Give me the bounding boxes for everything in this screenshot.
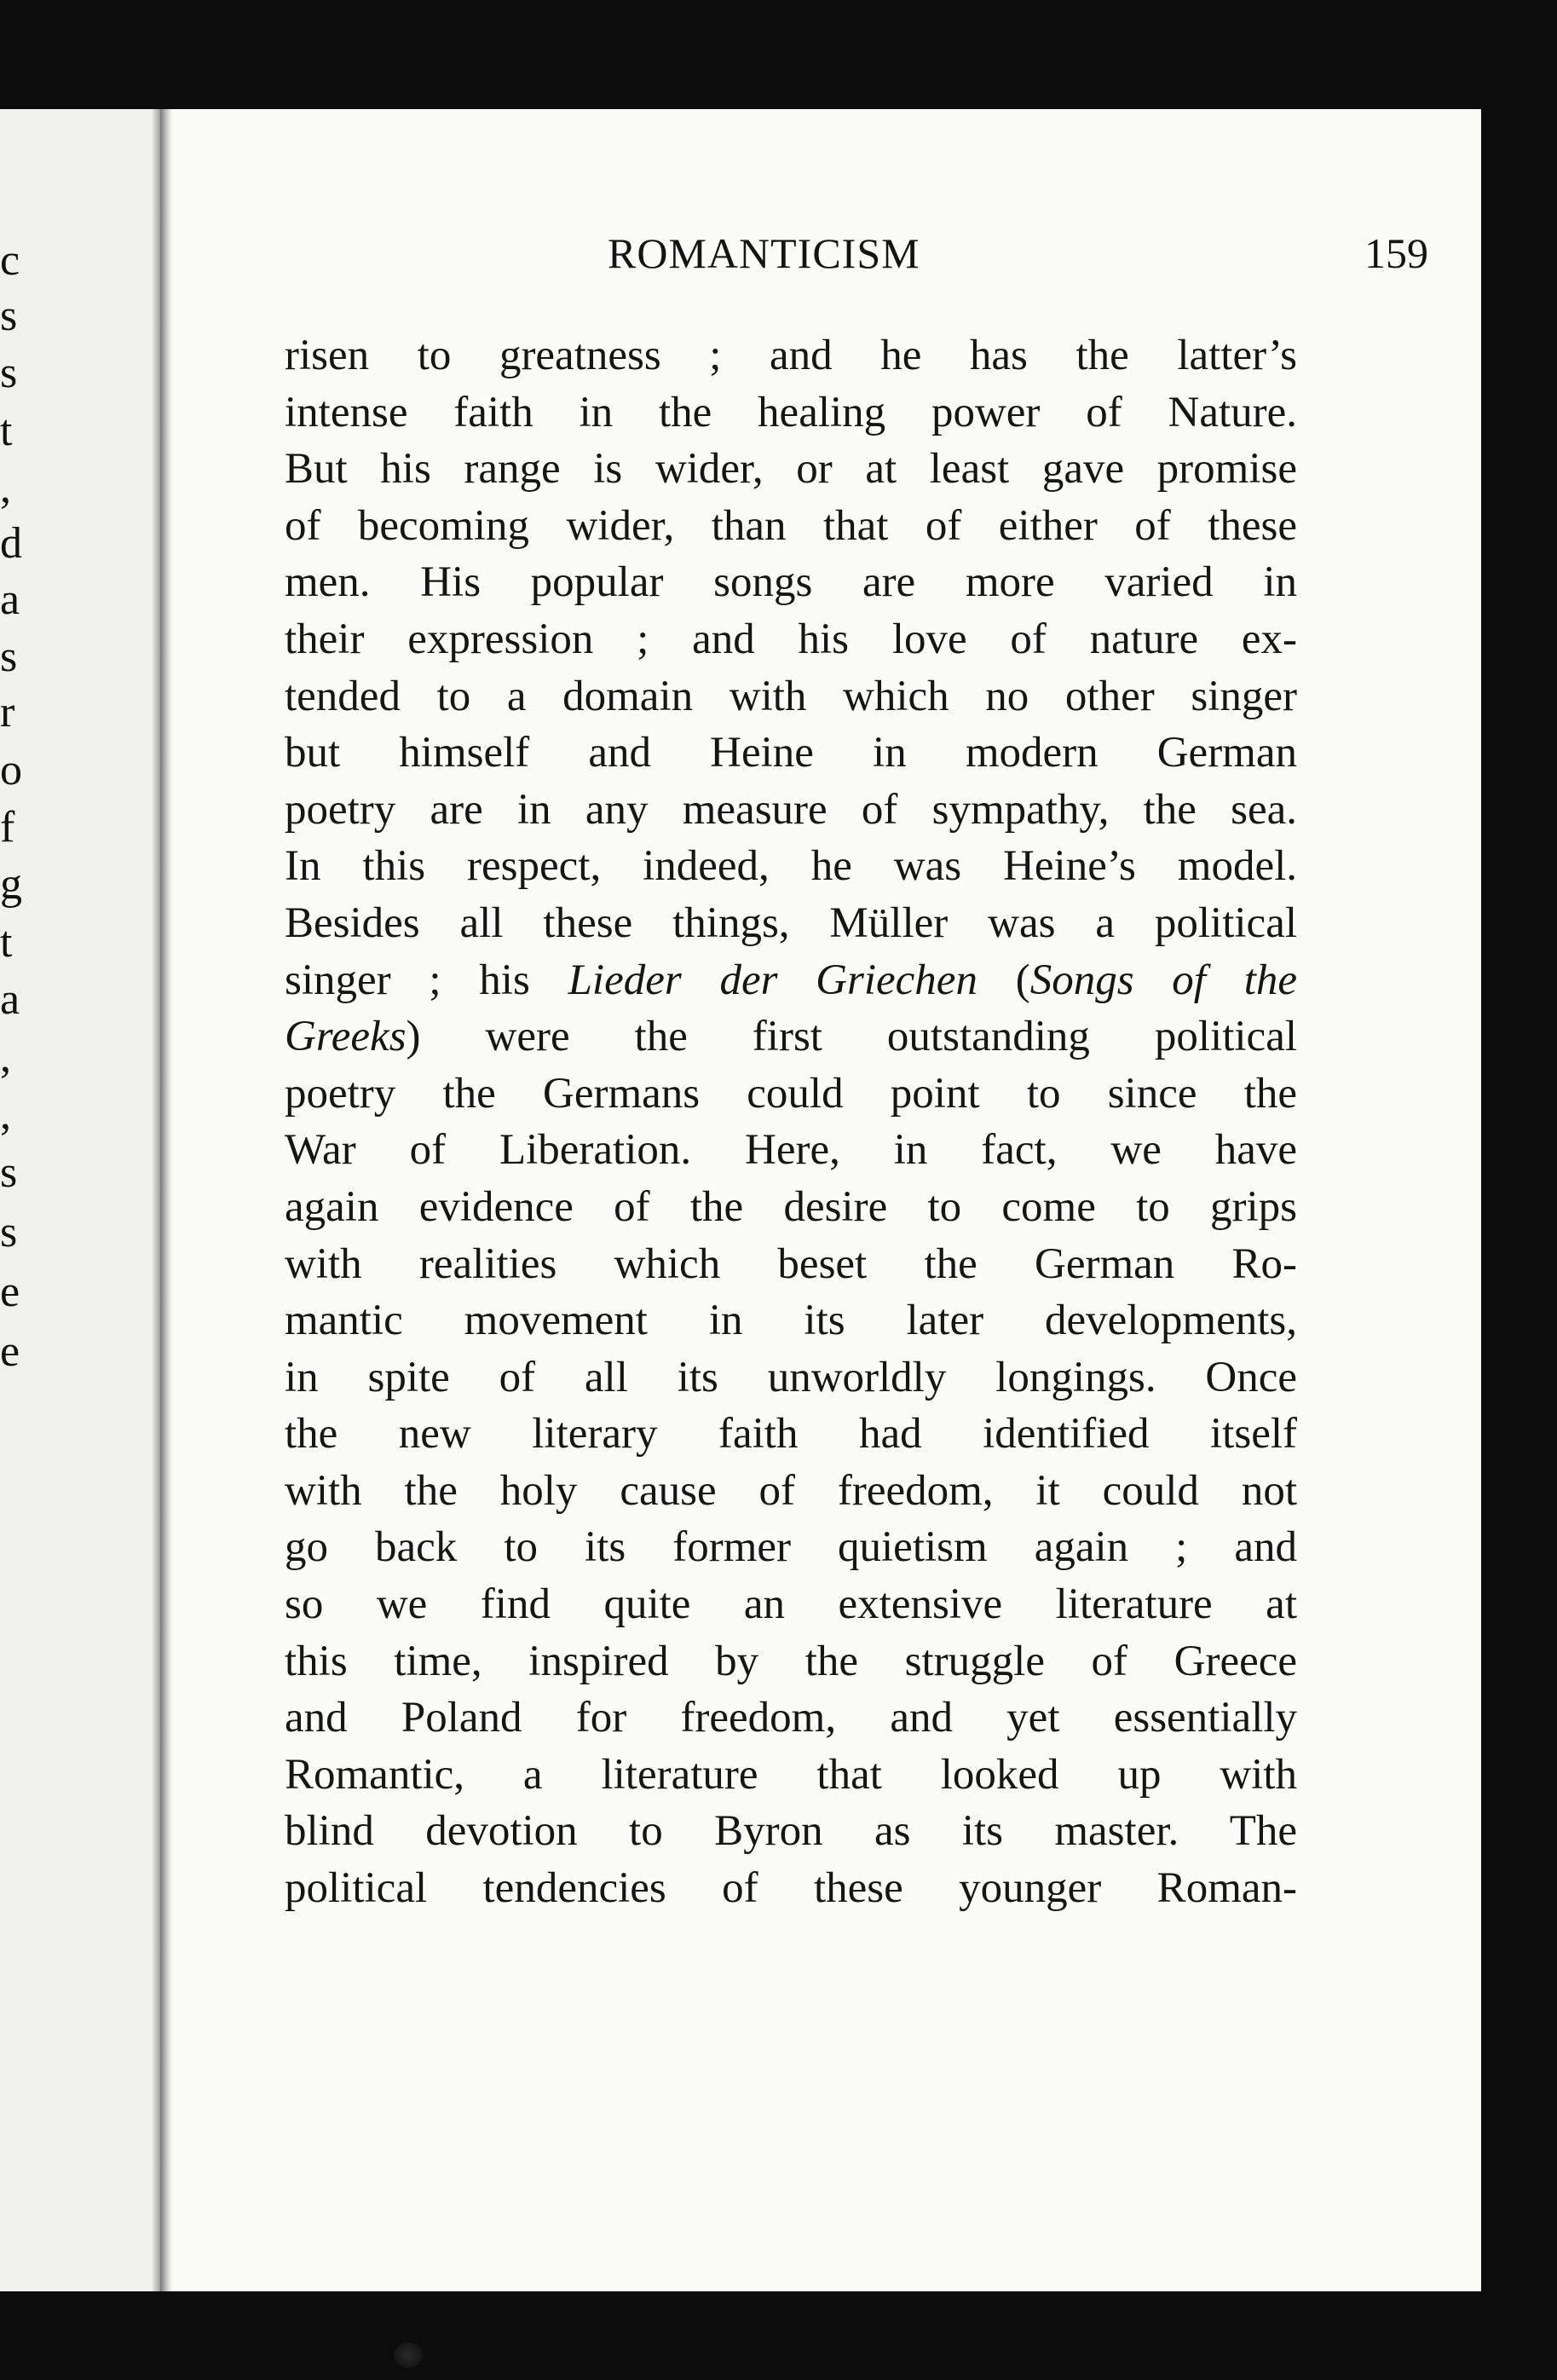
facing-page-char: c: [0, 236, 20, 285]
text-line: Romantic, a literature that looked up with: [285, 1750, 1297, 1799]
facing-page-char: s: [0, 349, 18, 397]
text-line: so we find quite an extensive literature at: [285, 1580, 1297, 1629]
text-line: mantic movement in its later developments,: [285, 1297, 1297, 1345]
text-line: intense faith in the healing power of Nature.: [285, 388, 1297, 436]
page-gutter: [160, 109, 172, 2291]
text-line: War of Liberation. Here, in fact, we have: [285, 1126, 1297, 1175]
text-run: (: [977, 956, 1030, 1004]
text-run: ) were the first outstanding political: [406, 1013, 1297, 1061]
scan-smudge: [394, 2342, 423, 2368]
text-line: Besides all these things, Müller was a political: [285, 898, 1297, 947]
italic-title: Songs of the: [1029, 956, 1297, 1004]
facing-page-char: r: [0, 688, 15, 737]
facing-page-char: s: [0, 292, 18, 340]
book-page: [160, 109, 1481, 2291]
facing-page-char: ,: [0, 464, 11, 512]
facing-page-char: s: [0, 1208, 18, 1256]
text-line: poetry are in any measure of sympathy, the sea.: [285, 785, 1297, 834]
facing-page-char: d: [0, 519, 22, 568]
text-line: with realities which beset the German Ro-: [285, 1239, 1297, 1288]
text-run: singer ; his: [285, 956, 568, 1004]
text-line: the new literary faith had identified itself: [285, 1410, 1297, 1459]
text-line: go back to its former quietism again ; and: [285, 1523, 1297, 1572]
text-line: and Poland for freedom, and yet essentially: [285, 1694, 1297, 1742]
facing-page-char: s: [0, 1148, 18, 1197]
text-line: poetry the Germans could point to since the: [285, 1069, 1297, 1118]
text-line: [285, 952, 1297, 1009]
running-title: ROMANTICISM: [608, 229, 920, 277]
text-line: risen to greatness ; and he has the latter’s: [285, 332, 1297, 379]
text-line: with the holy cause of freedom, it could not: [285, 1466, 1297, 1515]
facing-page-char: a: [0, 975, 20, 1024]
facing-page-char: t: [0, 918, 13, 967]
facing-page-char: t: [0, 407, 13, 455]
running-header: [160, 228, 1481, 288]
text-line: [285, 1008, 1297, 1066]
text-line: blind devotion to Byron as its master. The: [285, 1807, 1297, 1856]
facing-page-char: s: [0, 633, 18, 681]
text-line: but himself and Heine in modern German: [285, 729, 1297, 777]
facing-page-char: ,: [0, 1033, 11, 1082]
text-line: again evidence of the desire to come to grips: [285, 1182, 1297, 1231]
facing-page-char: a: [0, 575, 20, 624]
italic-title: Greeks: [285, 1013, 407, 1061]
text-line: In this respect, indeed, he was Heine’s model.: [285, 842, 1297, 891]
italic-title: Lieder der Griechen: [568, 956, 977, 1004]
text-line: tended to a domain with which no other singer: [285, 672, 1297, 720]
text-line: But his range is wider, or at least gave promise: [285, 445, 1297, 494]
text-line: of becoming wider, than that of either of these: [285, 501, 1297, 550]
text-line: political tendencies of these younger Roman-: [285, 1864, 1297, 1913]
text-line: in spite of all its unworldly longings. Once: [285, 1353, 1297, 1401]
facing-page-char: g: [0, 860, 22, 909]
text-line: men. His popular songs are more varied in: [285, 558, 1297, 607]
facing-page-char: o: [0, 746, 22, 794]
text-line: this time, inspired by the struggle of Greece: [285, 1637, 1297, 1685]
facing-page-char: f: [0, 803, 15, 852]
facing-page-char: ,: [0, 1090, 11, 1139]
facing-page-char: e: [0, 1327, 20, 1376]
page-number: 159: [1364, 229, 1428, 277]
body-text: [285, 327, 1297, 1917]
facing-page-edge: [0, 109, 160, 2291]
text-line: their expression ; and his love of nature ex-: [285, 615, 1297, 663]
facing-page-char: e: [0, 1268, 20, 1316]
